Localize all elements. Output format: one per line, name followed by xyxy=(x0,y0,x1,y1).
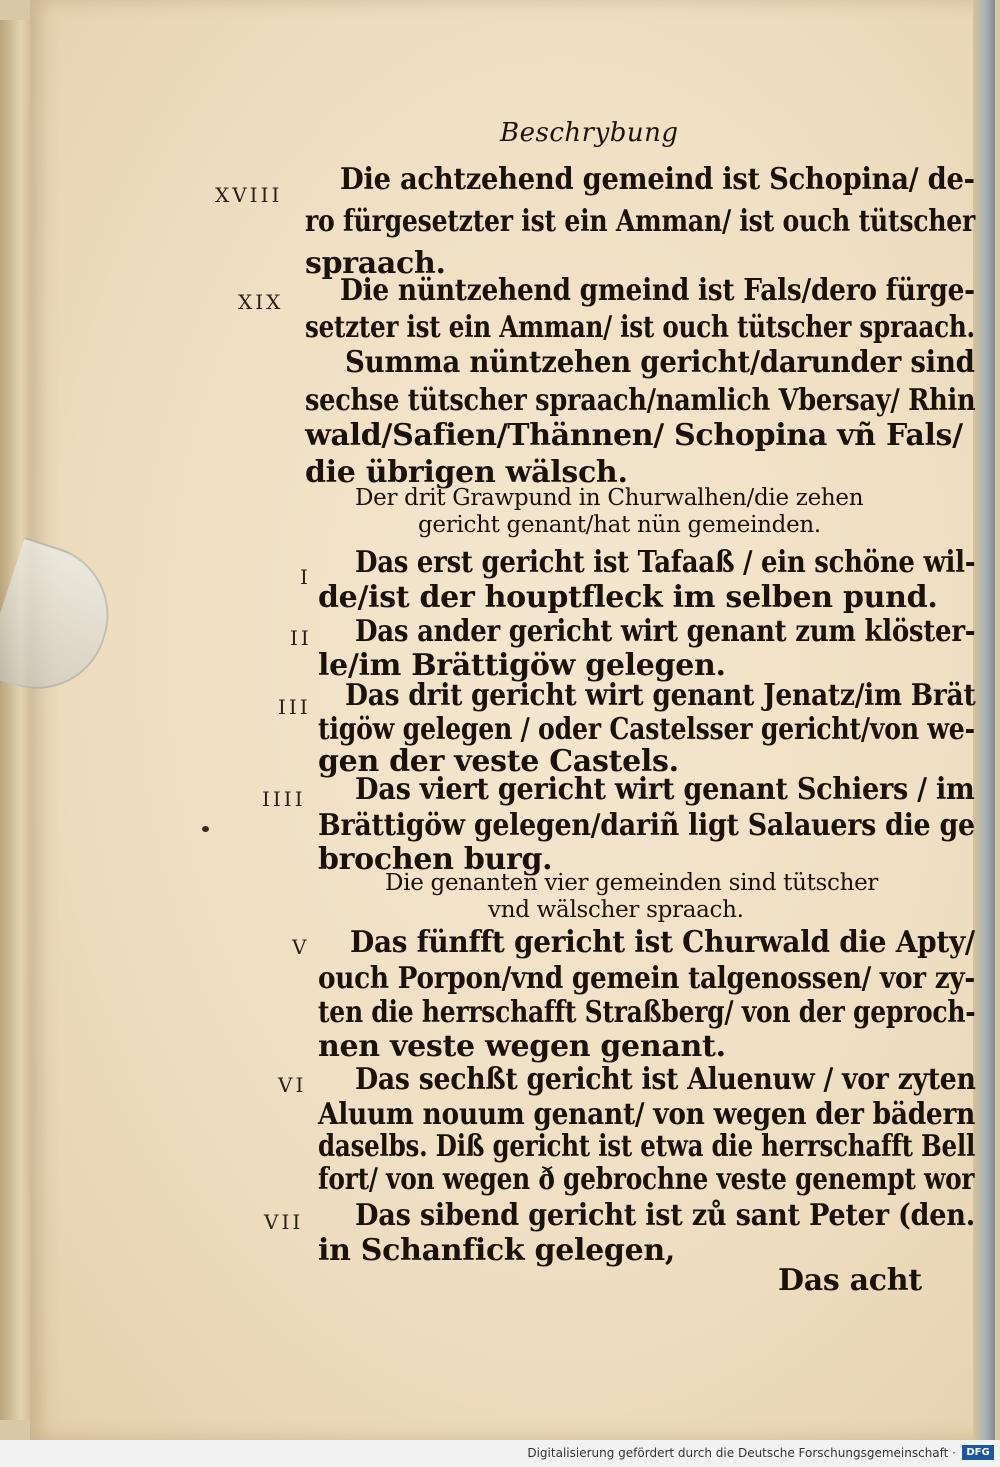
margin-numeral: XIX xyxy=(238,290,284,314)
text-line-small: gericht genant/hat nün gemeinden. xyxy=(418,512,821,538)
margin-numeral: VII xyxy=(264,1210,304,1234)
text-line: fort/ von wegen ð gebrochne veste genempt wor xyxy=(318,1162,975,1197)
text-line: de/ist der houptfleck im selben pund. xyxy=(318,580,938,615)
text-line: nen veste wegen genant. xyxy=(318,1029,726,1064)
text-line-small: Die genanten vier gemeinden sind tütscher xyxy=(385,870,879,896)
text-line: die übrigen wälsch. xyxy=(305,455,628,490)
footer-credit: Digitalisierung gefördert durch die Deutsche Forschungsgemeinschaft · xyxy=(527,1446,956,1460)
text-line: daselbs. Diß gericht ist etwa die herrschafft Bell xyxy=(318,1129,976,1164)
text-line: ten die herrschafft Straßberg/ von der geproch- xyxy=(318,995,976,1030)
text-line: brochen burg. xyxy=(318,842,553,877)
text-line: setzter ist ein Amman/ ist ouch tütscher spraach. xyxy=(305,310,975,345)
text-line: Das ander gericht wirt genant zum klöster- xyxy=(355,614,976,649)
text-line-small: vnd wälscher spraach. xyxy=(488,897,744,923)
text-line-small: Der drit Grawpund in Churwalhen/die zehen xyxy=(355,485,864,511)
margin-numeral: VI xyxy=(278,1073,307,1097)
text-line: Das fünfft gericht ist Churwald die Apty/ xyxy=(350,925,975,960)
margin-numeral: II xyxy=(290,626,312,650)
text-line: Aluum nouum genant/ von wegen der bädern xyxy=(318,1097,976,1132)
ink-spot xyxy=(202,826,209,832)
text-line: ouch Porpon/vnd gemein talgenossen/ vor zy- xyxy=(318,961,976,996)
text-line: Summa nüntzehen gericht/darunder sind xyxy=(345,345,975,380)
catchword: Das acht xyxy=(778,1263,922,1298)
text-line: Das viert gericht wirt genant Schiers / im xyxy=(355,772,975,807)
text-line: Die nüntzehend gmeind ist Fals/dero fürge- xyxy=(340,273,975,308)
text-line: wald/Safien/Thännen/ Schopina vñ Fals/ xyxy=(305,418,963,453)
text-line: Brättigöw gelegen/dariñ ligt Salauers die ge xyxy=(318,808,975,843)
margin-numeral: IIII xyxy=(262,787,306,811)
text-line: ro fürgesetzter ist ein Amman/ ist ouch tütscher xyxy=(305,204,976,239)
text-line: Das sechßt gericht ist Aluenuw / vor zyten xyxy=(355,1062,976,1097)
text-line: le/im Brättigöw gelegen. xyxy=(318,648,726,683)
text-line: Das sibend gericht ist zů sant Peter (den. xyxy=(355,1198,975,1233)
running-header: Beschrybung xyxy=(500,118,679,148)
text-line: in Schanfick gelegen, xyxy=(318,1233,676,1268)
text-line: gen der veste Castels. xyxy=(318,744,679,779)
text-line: tigöw gelegen / oder Castelsser gericht/von we- xyxy=(318,712,975,747)
text-line: Das drit gericht wirt genant Jenatz/im Brät xyxy=(345,678,976,713)
margin-numeral: XVIII xyxy=(215,183,283,207)
margin-numeral: V xyxy=(292,935,310,959)
margin-numeral: I xyxy=(300,565,311,589)
margin-numeral: III xyxy=(278,695,311,719)
text-line: Das erst gericht ist Tafaaß / ein schöne wil- xyxy=(355,545,976,580)
text-line: Die achtzehend gemeind ist Schopina/ de- xyxy=(340,162,975,197)
text-line: spraach. xyxy=(305,246,446,281)
text-line: sechse tütscher spraach/namlich Vbersay/ Rhin xyxy=(305,383,976,418)
page-right-edge xyxy=(973,0,995,1440)
dfg-logo: DFG xyxy=(962,1445,994,1460)
digitization-footer xyxy=(0,1440,1000,1467)
